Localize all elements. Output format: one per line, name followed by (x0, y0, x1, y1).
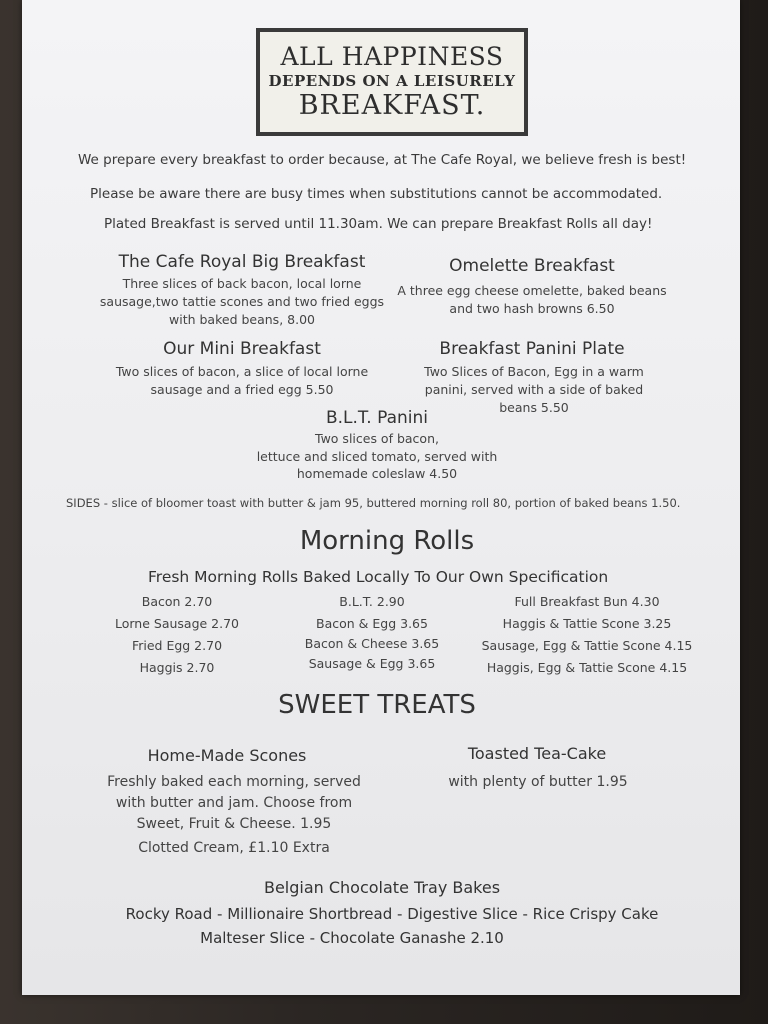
sign-line-3: BREAKFAST. (298, 90, 486, 121)
mini-breakfast-desc: Two slices of bacon, a slice of local lorne sausage and a fried egg 5.50 (115, 364, 369, 397)
intro-line-3: Plated Breakfast is served until 11.30am. We can prepare Breakfast Rolls all day! (104, 216, 653, 232)
header-sign (256, 28, 528, 136)
morning-rolls-subtitle: Fresh Morning Rolls Baked Locally To Our Own Specification (148, 568, 609, 586)
roll-item: Full Breakfast Bun 4.30 (514, 594, 660, 609)
mini-breakfast-title: Our Mini Breakfast (163, 339, 321, 359)
blt-desc-line-1: Two slices of bacon, (315, 431, 439, 446)
roll-item: Fried Egg 2.70 (131, 638, 223, 653)
roll-item: Sausage, Egg & Tattie Scone 4.15 (481, 638, 693, 653)
scones-extra: Clotted Cream, £1.10 Extra (138, 840, 330, 856)
scones-title: Home-Made Scones (147, 746, 307, 765)
panini-plate-desc: Two Slices of Bacon, Egg in a warm panini, served with a side of baked beans 5.50 (424, 364, 644, 415)
panini-plate-title: Breakfast Panini Plate (439, 339, 625, 359)
roll-item: Haggis 2.70 (139, 660, 215, 675)
roll-item: Bacon & Cheese 3.65 (304, 636, 440, 651)
roll-item: Haggis, Egg & Tattie Scone 4.15 (486, 660, 688, 675)
sign-line-2: DEPENDS ON A LEISURELY (268, 72, 516, 90)
intro-line-1: We prepare every breakfast to order because, at The Cafe Royal, we believe fresh is best! (78, 152, 687, 168)
teacake-title: Toasted Tea-Cake (467, 744, 607, 763)
roll-item: Haggis & Tattie Scone 3.25 (502, 616, 672, 631)
sides-line: SIDES - slice of bloomer toast with butter & jam 95, buttered morning roll 80, portion of baked beans 1.50. (66, 496, 681, 510)
sweet-treats-title: SWEET TREATS (278, 690, 476, 720)
big-breakfast-title: The Cafe Royal Big Breakfast (118, 252, 366, 272)
teacake-desc: with plenty of butter 1.95 (448, 774, 628, 790)
omelette-breakfast-desc: A three egg cheese omelette, baked beans and two hash browns 6.50 (397, 283, 667, 316)
blt-desc-line-3: homemade coleslaw 4.50 (296, 466, 458, 481)
intro-line-2: Please be aware there are busy times when substitutions cannot be accommodated. (90, 186, 663, 202)
sign-line-1: ALL HAPPINESS (280, 42, 504, 71)
roll-item: B.L.T. 2.90 (339, 594, 405, 609)
roll-item: Lorne Sausage 2.70 (114, 616, 240, 631)
roll-item: Bacon 2.70 (141, 594, 213, 609)
traybakes-line-2: Malteser Slice - Chocolate Ganashe 2.10 (200, 929, 504, 947)
blt-panini-title: B.L.T. Panini (325, 408, 429, 428)
roll-item: Sausage & Egg 3.65 (308, 656, 436, 671)
big-breakfast-desc: Three slices of back bacon, local lorne sausage,two tattie scones and two fried eggs with baked beans, 8.00 (99, 276, 385, 327)
traybakes-line-1: Rocky Road - Millionaire Shortbread - Digestive Slice - Rice Crispy Cake (125, 905, 659, 923)
morning-rolls-title: Morning Rolls (299, 526, 475, 556)
blt-desc-line-2: lettuce and sliced tomato, served with (256, 449, 498, 464)
menu-sheet (22, 0, 740, 995)
roll-item: Bacon & Egg 3.65 (316, 616, 428, 631)
traybakes-title: Belgian Chocolate Tray Bakes (263, 878, 501, 897)
scones-desc: Freshly baked each morning, served with butter and jam. Choose from Sweet, Fruit & Cheese. 1.95 (107, 774, 361, 832)
omelette-breakfast-title: Omelette Breakfast (449, 256, 615, 276)
